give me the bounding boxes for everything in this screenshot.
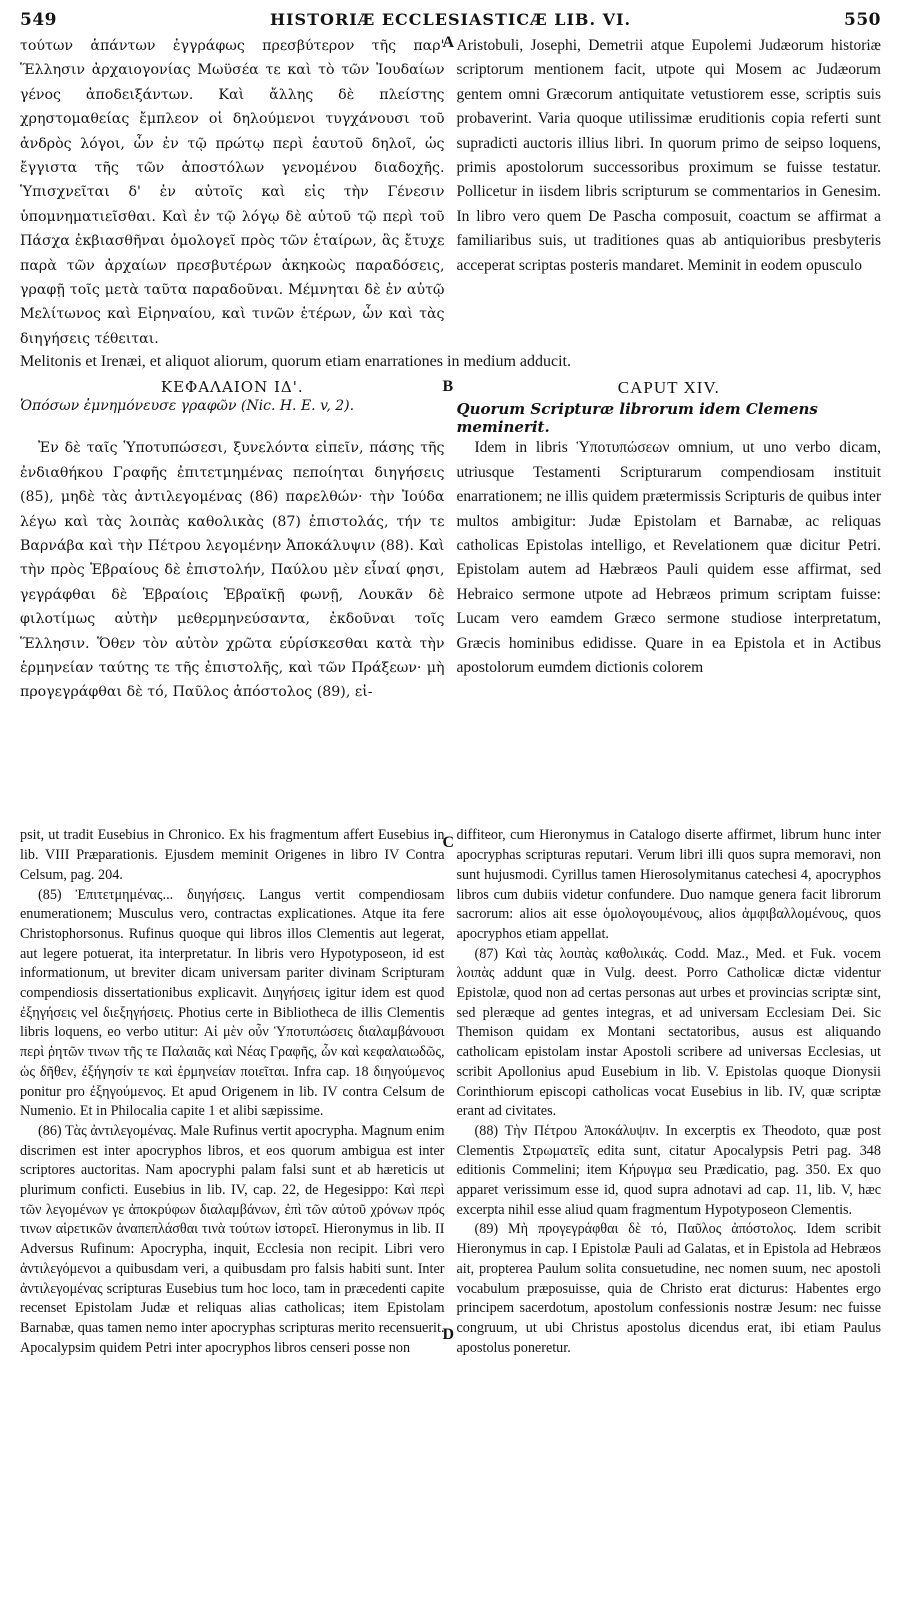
margin-marker-a: A — [442, 34, 455, 51]
greek-chapter-heading: ΚΕΦΑΛΑΙΟΝ ΙΔ'. — [160, 378, 304, 397]
latin-chapter-subtitle: Quorum Scripturæ librorum idem Clemens meminerit. — [456, 400, 818, 437]
page-number-left: 549 — [20, 10, 57, 30]
running-title: HISTORIÆ ECCLESIASTICÆ LIB. VI. — [269, 10, 632, 29]
latin-column-top — [442, 34, 882, 350]
greek-chapter-text: Ἐν δὲ ταῖς Ὑποτυπώσεσι, ξυνελόντα εἰπεῖν, πάσης τῆς ἐνδιαθήκου Γραφῆς ἐπιτετμημένας πεποίηται διηγήσεις (85), μηδὲ τὰς ἀντιλεγομένας (86) παρελθών· τὴν Ἰούδα λέγω καὶ τὰς λοιπὰς καθολικὰς (87) ἐπιστολάς, τήν τε Βαρνάβα καὶ τὴν Πέτρου λεγομένην Ἀποκάλυψιν (88). Καὶ τὴν πρὸς Ἑβραίους δὲ ἐπιστολήν, Παύλου μὲν εἶναί φησι, γεγράφθαι δὲ Ἑβραίοις Ἑβραϊκῇ φωνῇ, Λουκᾶν δὲ φιλοτίμως αὐτὴν μεθερμηνεύσαντα, ἐκδοῦναι τοῖς Ἕλλησιν. Ὅθεν τὸν αὐτὸν χρῶτα εὑρίσκεσθαι κατὰ τὴν ἑρμηνείαν ταύτης τε τῆς ἐπιστολῆς, καὶ τῶν Πράξεων· μὴ προγεγράφθαι δὲ τό, Παῦλος ἀπόστολος (89), εἰ- — [20, 440, 445, 701]
note-paragraph: (86) Τὰς ἀντιλεγομένας. Male Rufinus vertit apocrypha. Magnum enim discrimen est inter apocryphos libros, et eos quorum ambigua est inter scriptores auctoritas. Nam apocryphi palam falsi sunt et ab hæreticis ut plurimum conficti. Eusebius in lib. IV, cap. 22, de Hegesippo: Καὶ περὶ τῶν λεγομένων γε ἀποκρύφων διαλαμβάνων, ἐπὶ τῶν αὐτοῦ χρόνων πρός τινων αἱρετικῶν ἀναπεπλάσθαι τινὰ τούτων ἱστορεῖ. Hieronymus in lib. II Adversus Rufinum: Apocrypha, inquit, Ecclesia non recipit. Libri vero ἀντιλεγόμενοι a quibusdam veri, a quibusdam pro falsis habiti sunt. Inter ἀντιλεγομένας scripturas Eusebius tum hoc loco, tam in præcedenti capite recenset Epistolam Judæ et reliquas alias catholicas; item Epistolam Barnabæ, quas tamen nemo inter apocryphas scripturas merito recensuerit. Apocalypsim quidem Petri inter apocryphos libros censeri posse non — [20, 1122, 445, 1356]
running-head — [20, 10, 881, 34]
note-paragraph: (89) Μὴ προγεγράφθαι δὲ τό, Παῦλος ἀπόστολος. Idem scribit Hieronymus in cap. I Epistolæ Pauli ad Galatas, et in Epistola ad Hebræos ait, propterea Paulum solita consuetudine, nec nomen suum, nec apostoli vocabulum præposuisse, quia de Christo erat dicturus: Habentes ergo principem sacerdotum, apostolum confessionis nostræ Jesum: nec fuisse congruum, ut ubi Christus apostolus dicendus erat, ibi etiam Paulus apostolus poneretur. — [456, 1221, 881, 1356]
latin-chapter-heading: CAPUT XIV. — [617, 378, 720, 398]
notes-left-column — [20, 826, 445, 1566]
latin-chapter-text: Idem in libris Ὑποτυπώσεων omnium, ut uno verbo dicam, utriusque Testamenti Scripturarum compendiosam instituit enarrationem; ne illis quidem prætermissis Scripturis de quibus inter multos ambigitur: Judæ Epistolam et Barnabæ, ac reliquas catholicas Epistolas intelligo, et Revelationem quæ dicitur Petri. Epistolam autem ad Hæbræos Pauli quidem esse affirmat, sed Hebraico sermone utpote ad Hebræos primum scriptam fuisse: Lucam vero eamdem Græco sermone studiose interpretatum, Græcis hominibus edidisse. Quare in ea Epistola et in Actibus apostolorum eumdem dictionis colorem — [456, 439, 881, 677]
note-paragraph: (85) Ἐπιτετμημένας... διηγήσεις. Langus vertit compendiosam enumerationem; Musculus vero, contractas explicationes. Atque ita fere Christophorsonus. Rufinus quoque qui libros illos Clementis aut legerat, aut legere potuerat, ita interpretatur. In libris vero Hypotyposeon, id est informationum, ut breviter dicam universam pariter divinam Scripturam compendiosis dissertationibus explicavit. Διηγήσεις igitur idem est quod ἐξηγήσεις vel διεξηγήσεις. Photius certe in Bibliotheca de illis Clementis libris loquens, eo verbo utitur: Αἱ μὲν οὖν Ὑποτυπώσεις διαλαμβάνουσι περὶ ῥητῶν τινων τῆς τε Παλαιᾶς καὶ Νέας Γραφῆς, ὧν καὶ κεφαλαιωδῶς, ὡς δῆθεν, ἐξήγησίν τε καὶ ἑρμηνείαν ποιεῖται. Infra cap. 18 διηγούμενος ponitur pro ἐξηγούμενος. Et apud Origenem in lib. IV contra Celsum de Numenio. Et in Philocalia capite 1 et alibi sæpissime. — [20, 886, 445, 1120]
margin-marker-c: C — [442, 834, 455, 852]
bridge-line: Melitonis et Irenæi, et aliquot aliorum, quorum etiam enarrationes in medium adducit. — [20, 353, 571, 370]
note-paragraph: diffiteor, cum Hieronymus in Catalogo diserte affirmet, librum hunc inter apocryphas scripturas reputari. Verum libri illi quos supra memoravi, non sunt hujusmodi. Cyrillus tamen Hierosolymitanus catechesi 4, apocryphos libros cum dubiis videtur confundere. Duo namque genera facit librorum sacrorum: alios ait esse ὁμολογουμένους, alios ἀμφιβαλλομένους, quos apocryphos etiam appellat. — [456, 827, 881, 942]
margin-marker-b: B — [442, 378, 454, 396]
latin-column-body — [457, 436, 882, 796]
greek-text-top: τούτων ἁπάντων ἐγγράφως πρεσβύτερον τῆς παρ' Ἕλλησιν ἀρχαιογονίας Μωϋσέα τε καὶ τὸ τῶν Ἰουδαίων γένος ἀποδειξάντων. Καὶ ἄλλης δὲ πλείστης χρηστομαθείας ἔμπλεον οἱ δηλούμενοι τυγχάνουσι τοῦ ἀνδρὸς λόγοι, ὧν ἐν τῷ πρώτῳ περὶ ἑαυτοῦ δηλοῖ, ὡς ἔγγιστα τῆς τῶν ἀποστόλων γενομένου διαδοχῆς. Ὑπισχνεῖται δ' ἐν αὐτοῖς καὶ εἰς τὴν Γένεσιν ὑπομνηματιεῖσθαι. Καὶ ἐν τῷ λόγῳ δὲ αὐτοῦ τῷ περὶ τοῦ Πάσχα ἐκβιασθῆναι ὁμολογεῖ πρὸς τῶν ἑταίρων, ἃς ἔτυχε παρὰ τῶν ἀρχαίων πρεσβυτέρων ἀκηκοὼς παραδόσεις, γραφῇ τοῖς μετὰ ταῦτα παραδοῦναι. Μέμνηται δὲ ἐν αὐτῷ Μελίτωνος καὶ Εἰρηναίου, καὶ τινῶν ἑτέρων, ὧν καὶ τὰς διηγήσεις τέθειται. — [20, 38, 445, 347]
latin-text-top: Aristobuli, Josephi, Demetrii atque Eupolemi Judæorum historiæ scriptorum mentionem facit, utpote qui Mosem ac Judæorum gentem omni Græcorum antiquitate vetustiorem esse, scriptis suis probaverint. Varia quoque utilissimæ eruditionis copia referti sunt supradicti auctoris illius libri. In quorum primo de seipso loquens, primis apostolorum successoribus proximum se fuisse testatur. Pollicetur in iisdem libris scripturum se commentarios in Genesim. In libro vero quem De Pascha composuit, coactum se affirmat a familiaribus suis, ut traditiones quas ab antiquioribus presbyteris acceperat scriptas posteris mandaret. Meminit in eodem opusculo — [456, 37, 881, 274]
greek-column-body — [20, 436, 445, 796]
note-paragraph: psit, ut tradit Eusebius in Chronico. Ex his fragmentum affert Eusebius in lib. VIII Præparationis. Ejusdem meminit Origenes in libro IV Contra Celsum, pag. 204. — [20, 827, 445, 883]
greek-chapter-subtitle: Ὁπόσων ἐμνημόνευσε γραφῶν (Nic. H. E. v, 2). — [20, 398, 355, 415]
greek-column-top — [20, 34, 445, 350]
note-paragraph: (88) Τὴν Πέτρου Ἀποκάλυψιν. In excerptis ex Theodoto, quæ post Clementis Στρωματεῖς edita sunt, citatur Apocalypsis Petri pag. 348 editionis Commelini; item Κήρυγμα seu Prædicatio, pag. 350. Ex quo apparet verissimum esse id, quod supra adnotavi ad cap. 11, lib. V, hæc excerpta nihil esse aliud quam fragmentum Hypotyposeon Clementis. — [456, 1122, 881, 1218]
note-paragraph: (87) Καὶ τὰς λοιπὰς καθολικάς. Codd. Maz., Med. et Fuk. vocem λοιπὰς addunt quæ in Vulg. deest. Porro Catholicæ dictæ videntur Epistolæ, quod non ad certas personas aut urbes et provincias scriptæ sint, sed pleræque ad gentes integras, et ad universam Ecclesiam Dei. Sic Themison quidam ex Montani sectatoribus, ausus est aliquando catholicam epistolam instar Apostoli scribere ad universas Ecclesias, ut scribit Apollonius apud Eusebium in lib. V. Epistolas quoque Dionysii Corinthiorum episcopi catholicas vocat Eusebius in lib. IV, quæ scriptæ erant ad civitates. — [456, 945, 881, 1120]
notes-right-column — [442, 826, 882, 1566]
top-text-block — [20, 34, 881, 350]
page-number-right: 550 — [844, 10, 881, 30]
chapter-heading-row — [20, 376, 881, 436]
notes-block — [20, 826, 881, 1566]
chapter-body-block — [20, 436, 881, 796]
margin-marker-d: D — [442, 1326, 455, 1344]
